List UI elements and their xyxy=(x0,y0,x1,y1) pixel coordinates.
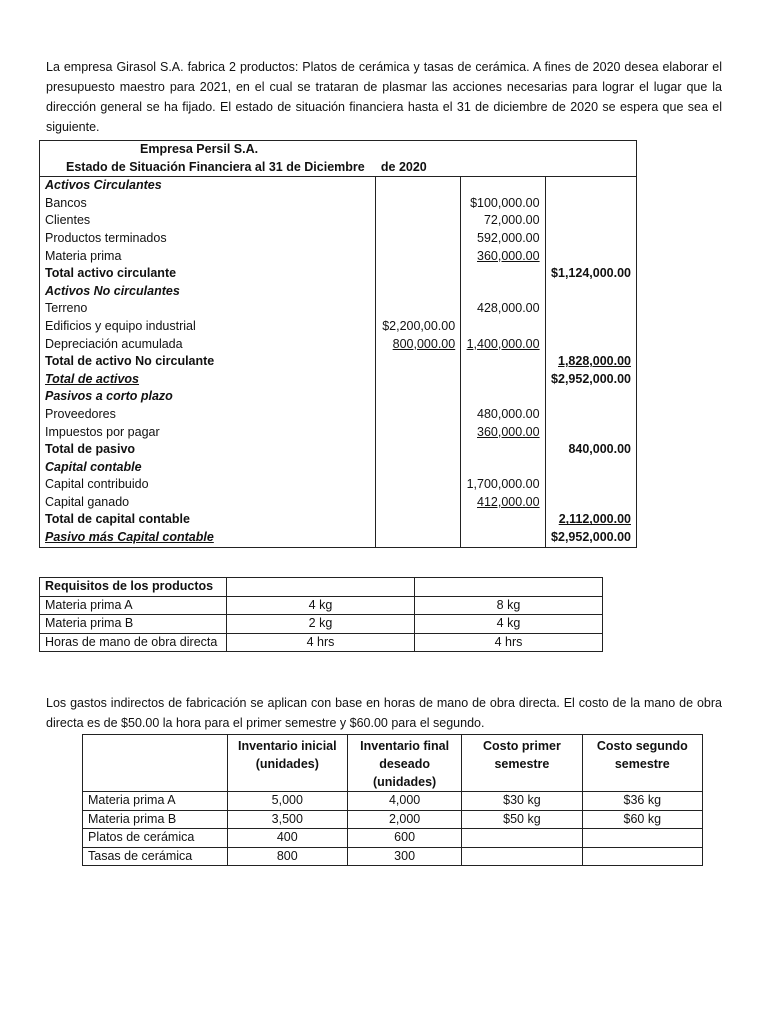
row-label: Depreciación acumulada xyxy=(45,336,183,351)
row-amount-c4 xyxy=(545,212,636,230)
row-amount-c2 xyxy=(376,195,461,213)
requirement-value: 8 kg xyxy=(414,596,602,615)
row-amount-c2 xyxy=(376,177,461,195)
inventory-cell: 600 xyxy=(347,829,461,848)
row-amount-c4: 2,112,000.00 xyxy=(545,511,636,529)
row-amount-c3: 1,700,000.00 xyxy=(461,476,545,494)
row-amount-c3 xyxy=(461,283,545,301)
balance-sheet-row xyxy=(40,265,637,283)
row-label: Productos terminados xyxy=(45,230,167,245)
balance-sheet-row xyxy=(40,511,637,529)
balance-sheet-row xyxy=(40,459,637,477)
balance-sheet-row xyxy=(40,424,637,442)
balance-sheet-row xyxy=(40,371,637,389)
inventory-cell: $50 kg xyxy=(462,810,582,829)
inventory-cell xyxy=(582,829,702,848)
row-label: Total de capital contable xyxy=(45,512,190,527)
row-amount-c2 xyxy=(376,406,461,424)
row-label: Capital ganado xyxy=(45,494,130,509)
labor-cost-paragraph: Los gastos indirectos de fabricación se aplican con base en horas de mano de obra directa. El costo de la mano de obra directa es de $50.00 la hora para el primer semestre y $60.00 para el segundo. xyxy=(46,695,722,730)
row-amount-c2 xyxy=(376,494,461,512)
inventory-cell: $36 kg xyxy=(582,792,702,811)
row-label: Clientes xyxy=(45,213,91,228)
row-label: Capital contable xyxy=(45,459,142,474)
row-amount-c2 xyxy=(376,283,461,301)
requirement-value: 4 kg xyxy=(414,615,602,634)
inventory-row xyxy=(83,829,703,848)
row-label: Edificios y equipo industrial xyxy=(45,318,196,333)
statement-title: Estado de Situación Financiera al 31 de Diciembre xyxy=(40,159,376,177)
balance-sheet-header-company xyxy=(40,141,637,159)
row-amount-c2 xyxy=(376,265,461,283)
row-label: Total de activos xyxy=(45,371,140,386)
inventory-cell: 800 xyxy=(227,847,347,866)
row-amount-c2 xyxy=(376,230,461,248)
balance-sheet-row xyxy=(40,212,637,230)
balance-sheet-row xyxy=(40,529,637,547)
balance-sheet-row xyxy=(40,476,637,494)
row-amount-c3 xyxy=(461,353,545,371)
row-label: Pasivos a corto plazo xyxy=(45,389,173,404)
row-amount-c2 xyxy=(376,248,461,266)
row-amount-c4: 1,828,000.00 xyxy=(545,353,636,371)
balance-sheet-row xyxy=(40,248,637,266)
inventory-cell: 3,500 xyxy=(227,810,347,829)
inventory-cell: $30 kg xyxy=(462,792,582,811)
row-amount-c3 xyxy=(461,441,545,459)
row-amount-c2 xyxy=(376,459,461,477)
row-label: Activos No circulantes xyxy=(45,283,180,298)
balance-sheet-row xyxy=(40,195,637,213)
requirement-label: Materia prima B xyxy=(40,615,227,634)
inventory-cell: 5,000 xyxy=(227,792,347,811)
inventory-table xyxy=(82,734,703,866)
row-label: Pasivo más Capital contable xyxy=(45,530,214,545)
statement-year: de 2020 xyxy=(376,159,461,177)
balance-sheet-row xyxy=(40,388,637,406)
row-amount-c3: 412,000.00 xyxy=(461,494,545,512)
inventory-cell: 300 xyxy=(347,847,461,866)
row-amount-c3: 428,000.00 xyxy=(461,300,545,318)
row-amount-c4 xyxy=(545,388,636,406)
inventory-header-cost-first: Costo primer semestre xyxy=(462,735,582,792)
row-amount-c4 xyxy=(545,459,636,477)
row-amount-c2 xyxy=(376,476,461,494)
requirement-label: Materia prima A xyxy=(40,596,227,615)
balance-sheet-row xyxy=(40,406,637,424)
row-amount-c2 xyxy=(376,353,461,371)
row-label: Terreno xyxy=(45,301,88,316)
row-amount-c3 xyxy=(461,177,545,195)
inventory-header-blank xyxy=(83,735,228,792)
row-amount-c3: 1,400,000.00 xyxy=(461,336,545,354)
balance-sheet-row xyxy=(40,230,637,248)
inventory-cell: 400 xyxy=(227,829,347,848)
inventory-cell: 4,000 xyxy=(347,792,461,811)
row-amount-c4 xyxy=(545,318,636,336)
row-amount-c3 xyxy=(461,529,545,547)
row-amount-c3 xyxy=(461,318,545,336)
row-amount-c4 xyxy=(545,406,636,424)
row-label: Total de activo No circulante xyxy=(45,354,215,369)
row-label: Proveedores xyxy=(45,406,116,421)
balance-sheet-row xyxy=(40,300,637,318)
requirement-label: Horas de mano de obra directa xyxy=(40,633,227,652)
row-label: Capital contribuido xyxy=(45,477,149,492)
inventory-cell xyxy=(462,847,582,866)
row-amount-c2 xyxy=(376,424,461,442)
inventory-item-label: Materia prima A xyxy=(83,792,228,811)
requirement-value: 4 hrs xyxy=(414,633,602,652)
inventory-item-label: Tasas de cerámica xyxy=(83,847,228,866)
row-amount-c3: $100,000.00 xyxy=(461,195,545,213)
inventory-row xyxy=(83,792,703,811)
row-amount-c4: $1,124,000.00 xyxy=(545,265,636,283)
row-label: Activos Circulantes xyxy=(45,178,162,193)
row-amount-c2 xyxy=(376,371,461,389)
requirements-row xyxy=(40,633,603,652)
balance-sheet-row xyxy=(40,177,637,195)
inventory-header-cost-second: Costo segundo semestre xyxy=(582,735,702,792)
row-amount-c2: 800,000.00 xyxy=(376,336,461,354)
inventory-item-label: Materia prima B xyxy=(83,810,228,829)
balance-sheet-row xyxy=(40,441,637,459)
balance-sheet-header-title xyxy=(40,159,637,177)
balance-sheet-row xyxy=(40,494,637,512)
intro-paragraph: La empresa Girasol S.A. fabrica 2 productos: Platos de cerámica y tasas de cerámica. A fines de 2020 desea elaborar el presupuesto maestro para 2021, en el cual se trataran de plasmar las acciones necesarias para lograr el lugar que la dirección general se ha fijado. El estado de situación financiera hasta el 31 de diciembre de 2020 se espera que sea el siguiente. xyxy=(46,59,722,134)
balance-sheet-table xyxy=(39,140,637,548)
row-amount-c2 xyxy=(376,388,461,406)
requirements-header: Requisitos de los productos xyxy=(40,578,227,597)
row-amount-c4 xyxy=(545,195,636,213)
inventory-row xyxy=(83,810,703,829)
row-label: Materia prima xyxy=(45,248,122,263)
inventory-cell xyxy=(582,847,702,866)
requirements-header-row xyxy=(40,578,603,597)
row-amount-c4 xyxy=(545,300,636,318)
row-amount-c4 xyxy=(545,494,636,512)
row-amount-c4 xyxy=(545,283,636,301)
row-label: Total activo circulante xyxy=(45,266,177,281)
inventory-item-label: Platos de cerámica xyxy=(83,829,228,848)
row-amount-c3 xyxy=(461,388,545,406)
balance-sheet-row xyxy=(40,318,637,336)
inventory-header-initial: Inventario inicial (unidades) xyxy=(227,735,347,792)
row-amount-c3 xyxy=(461,265,545,283)
row-amount-c3 xyxy=(461,511,545,529)
row-amount-c3: 480,000.00 xyxy=(461,406,545,424)
requirement-value: 4 kg xyxy=(226,596,414,615)
inventory-header-final: Inventario final deseado (unidades) xyxy=(347,735,461,792)
row-amount-c4 xyxy=(545,177,636,195)
inventory-header-row xyxy=(83,735,703,792)
inventory-row xyxy=(83,847,703,866)
inventory-cell: $60 kg xyxy=(582,810,702,829)
row-amount-c4 xyxy=(545,230,636,248)
requirements-table xyxy=(39,577,603,652)
row-amount-c2 xyxy=(376,511,461,529)
row-amount-c4 xyxy=(545,424,636,442)
row-amount-c2 xyxy=(376,529,461,547)
row-amount-c4 xyxy=(545,476,636,494)
row-amount-c2 xyxy=(376,300,461,318)
requirements-row xyxy=(40,596,603,615)
balance-sheet-row xyxy=(40,336,637,354)
row-amount-c3: 360,000.00 xyxy=(461,424,545,442)
row-amount-c4: $2,952,000.00 xyxy=(545,371,636,389)
row-label: Total de pasivo xyxy=(45,442,136,457)
row-amount-c2: $2,200,00.00 xyxy=(376,318,461,336)
row-amount-c2 xyxy=(376,212,461,230)
row-label: Impuestos por pagar xyxy=(45,424,160,439)
row-amount-c3: 72,000.00 xyxy=(461,212,545,230)
requirement-value: 2 kg xyxy=(226,615,414,634)
company-name: Empresa Persil S.A. xyxy=(140,142,259,156)
row-amount-c4: 840,000.00 xyxy=(545,441,636,459)
row-amount-c3 xyxy=(461,459,545,477)
balance-sheet-row xyxy=(40,353,637,371)
row-amount-c4 xyxy=(545,248,636,266)
requirement-value: 4 hrs xyxy=(226,633,414,652)
row-label: Bancos xyxy=(45,195,87,210)
inventory-cell: 2,000 xyxy=(347,810,461,829)
row-amount-c2 xyxy=(376,441,461,459)
row-amount-c3: 360,000.00 xyxy=(461,248,545,266)
row-amount-c4 xyxy=(545,336,636,354)
requirements-row xyxy=(40,615,603,634)
row-amount-c4: $2,952,000.00 xyxy=(545,529,636,547)
balance-sheet-row xyxy=(40,283,637,301)
row-amount-c3 xyxy=(461,371,545,389)
inventory-cell xyxy=(462,829,582,848)
row-amount-c3: 592,000.00 xyxy=(461,230,545,248)
